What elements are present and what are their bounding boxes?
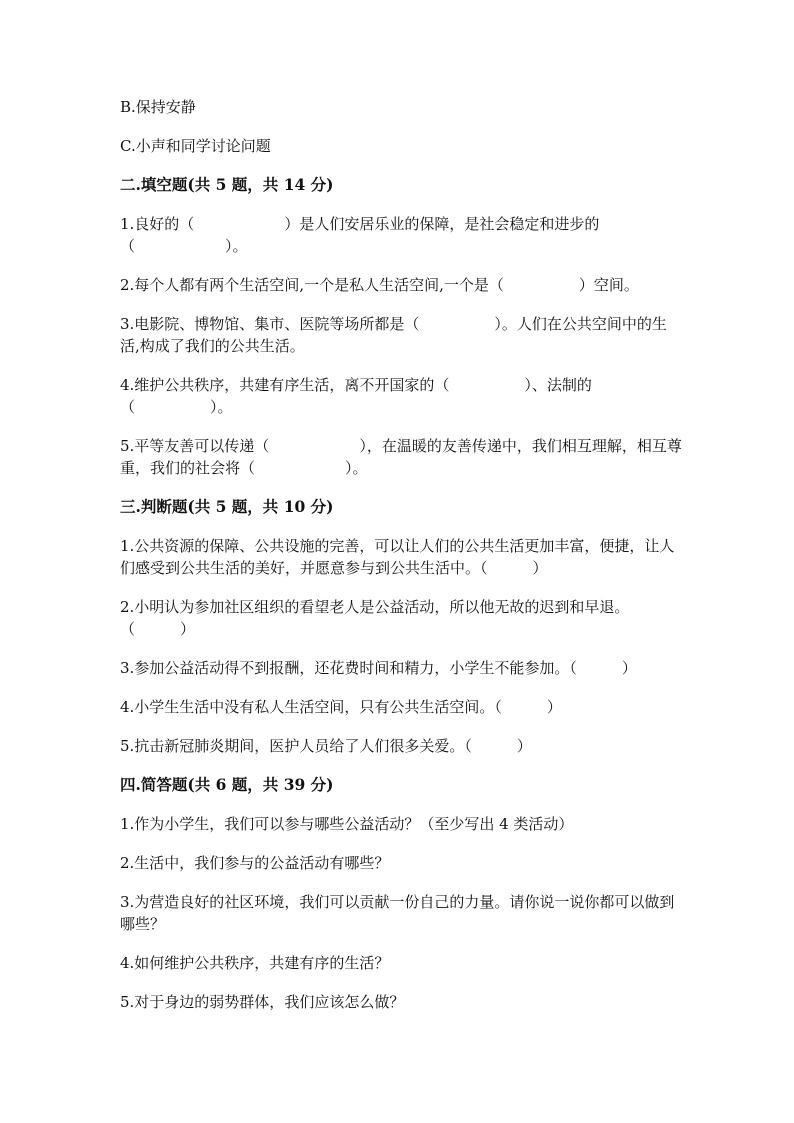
judge-question-2: 2.小明认为参加社区组织的看望老人是公益活动，所以他无故的迟到和早退。（ ）: [120, 598, 630, 638]
fill-section-heading: 二.填空题(共 5 题，共 14 分): [120, 175, 334, 194]
fill-question-5: 5.平等友善可以传递（ ），在温暖的友善传递中，我们相互理解，相互尊重，我们的社会将（ ）。: [120, 437, 682, 477]
option-b: B.保持安静: [120, 98, 196, 116]
fill-question-2: 2.每个人都有两个生活空间,一个是私人生活空间,一个是（ ）空间。: [120, 276, 639, 294]
short-section-heading: 四.简答题(共 6 题，共 39 分): [120, 775, 334, 794]
fill-question-3: 3.电影院、博物馆、集市、医院等场所都是（ ）。人们在公共空间中的生活,构成了我们的公共生活。: [120, 315, 667, 355]
fill-question-4: 4.维护公共秩序，共建有序生活，离不开国家的（ ）、法制的（ ）。: [120, 376, 592, 416]
short-question-4: 4.如何维护公共秩序，共建有序的生活？: [120, 954, 390, 972]
judge-question-1: 1.公共资源的保障、公共设施的完善，可以让人们的公共生活更加丰富，便捷，让人们感受到公共生活的美好，并愿意参与到公共生活中。（ ）: [120, 537, 675, 577]
option-c: C.小声和同学讨论问题: [120, 137, 271, 155]
judge-question-4: 4.小学生生活中没有私人生活空间，只有公共生活空间。（ ）: [120, 698, 562, 716]
short-question-5: 5.对于身边的弱势群体，我们应该怎么做？: [120, 993, 405, 1011]
short-question-1: 1.作为小学生，我们可以参与哪些公益活动？（至少写出 4 类活动）: [120, 815, 574, 833]
short-question-2: 2.生活中，我们参与的公益活动有哪些？: [120, 854, 390, 872]
judge-question-5: 5.抗击新冠肺炎期间，医护人员给了人们很多关爱。（ ）: [120, 737, 532, 755]
short-question-3: 3.为营造良好的社区环境，我们可以贡献一份自己的力量。请你说一说你都可以做到哪些？: [120, 893, 675, 933]
fill-question-1: 1.良好的（ ）是人们安居乐业的保障，是社会稳定和进步的（ ）。: [120, 215, 600, 255]
judge-question-3: 3.参加公益活动得不到报酬，还花费时间和精力，小学生不能参加。（ ）: [120, 659, 637, 677]
judge-section-heading: 三.判断题(共 5 题，共 10 分): [120, 497, 334, 516]
